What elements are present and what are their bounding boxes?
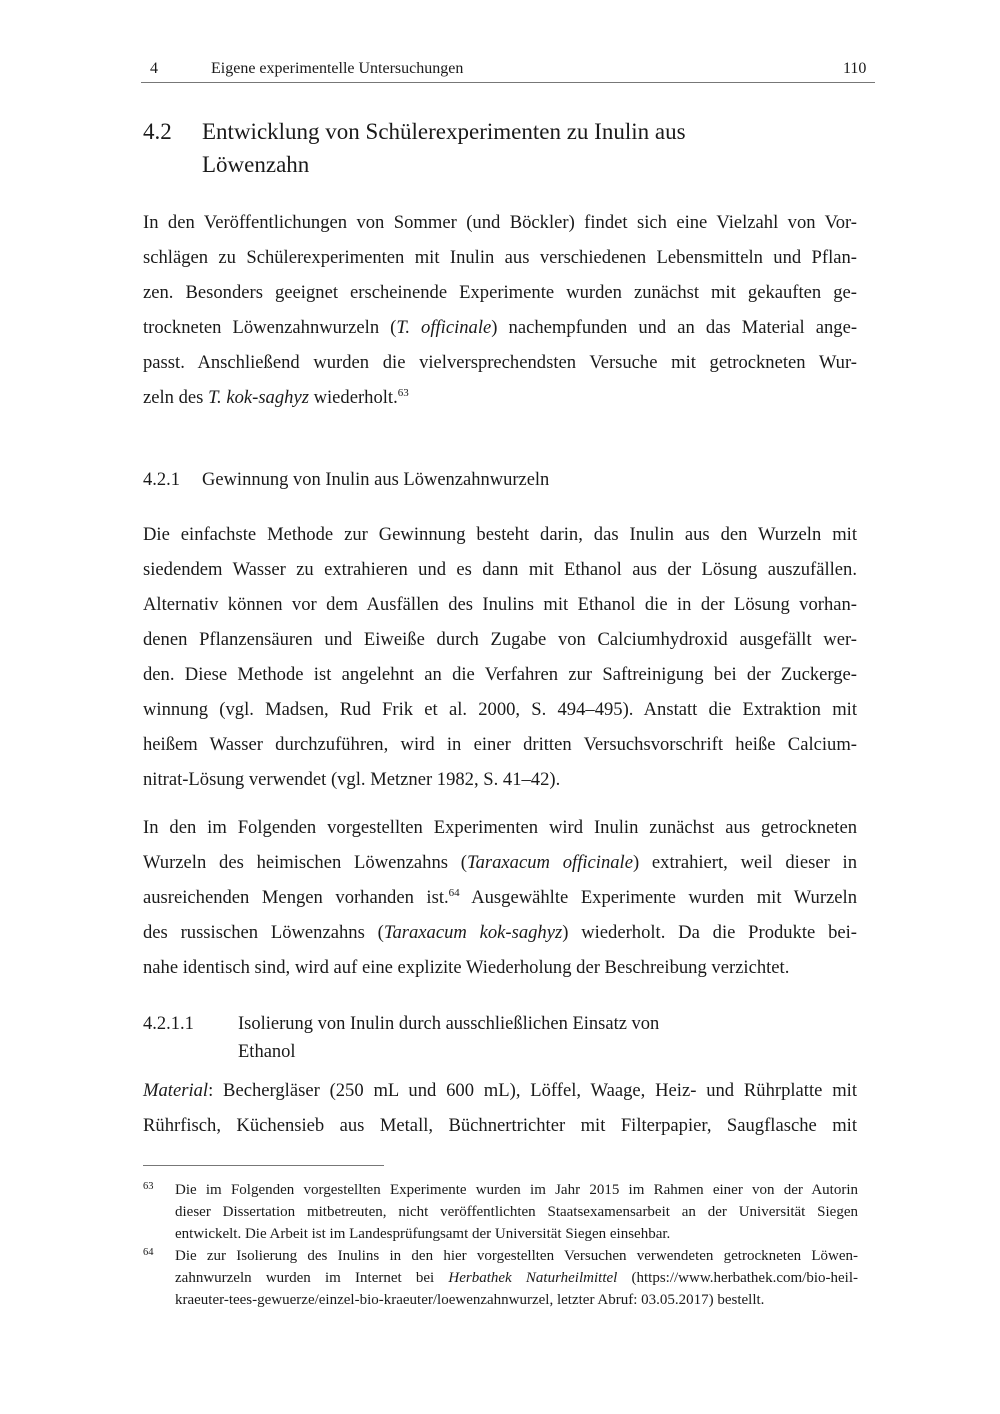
footnote-line: Die zur Isolierung des Inulins in den hier vorgestellten Versuchen verwendeten getrockneten Löwen-	[175, 1248, 858, 1264]
text-line: zeln des T. kok-saghyz wiederholt.$^{63}$	[143, 387, 409, 408]
section-number: 4.2	[143, 119, 172, 144]
header-rule	[141, 82, 875, 83]
text-line: In den Veröffentlichungen von Sommer (und Böckler) findet sich eine Vielzahl von Vor-	[143, 212, 857, 233]
footnote-number: 63	[143, 1181, 154, 1192]
species-name: T. officinale	[396, 317, 492, 338]
text-line: trockneten Löwenzahnwurzeln (T. officinale) nachempfunden und an das Material ange-	[143, 317, 858, 338]
section-title-line1: Entwicklung von Schülerexperimenten zu Inulin aus	[202, 119, 686, 144]
subsubsection-number: 4.2.1.1	[143, 1014, 194, 1034]
species-name: Taraxacum officinale	[466, 852, 633, 873]
text-line: nahe identisch sind, wird auf eine explizite Wiederholung der Beschreibung verzichtet.	[143, 957, 790, 978]
footnote-ref-63[interactable]: 63	[397, 387, 409, 399]
material-label: Material	[143, 1080, 209, 1101]
footnote-rule	[143, 1165, 384, 1166]
text-line: zen. Besonders geeignet erscheinende Experimente wurden zunächst mit gekauften ge-	[143, 282, 857, 303]
text-line: Rührfisch, Küchensieb aus Metall, Büchnertrichter mit Filterpapier, Saugflasche mit	[143, 1115, 857, 1136]
text-line: des russischen Löwenzahns (Taraxacum kok-saghyz) wiederholt. Da die Produkte bei-	[143, 922, 858, 943]
text-line: In den im Folgenden vorgestellten Experimenten wird Inulin zunächst aus getrockneten	[143, 817, 857, 838]
text-line: Alternativ können vor dem Ausfällen des Inulins mit Ethanol die in der Lösung vorhan-	[143, 594, 857, 615]
subsubsection-title-line2: Ethanol	[238, 1042, 296, 1062]
text-line: Material: Bechergläser (250 mL und 600 mL), Löffel, Waage, Heiz- und Rührplatte mit	[143, 1080, 857, 1101]
footnote-ref-64[interactable]: 64	[448, 887, 460, 899]
footnote-line: entwickelt. Die Arbeit ist im Landesprüfungsamt der Universität Siegen einsehbar.	[175, 1226, 671, 1242]
footnote-line: Die im Folgenden vorgestellten Experimente wurden im Jahr 2015 im Rahmen einer von der Autorin	[175, 1182, 858, 1198]
text-line: winnung (vgl. Madsen, Rud Frik et al. 2000, S. 494–495). Anstatt die Extraktion mit	[143, 699, 857, 720]
footnote-line: kraeuter-tees-gewuerze/einzel-bio-kraeuter/loewenzahnwurzel, letzter Abruf: 03.05.2017) bestellt.	[175, 1292, 765, 1308]
text-line: siedendem Wasser zu extrahieren und es dann mit Ethanol aus der Lösung auszufällen.	[143, 559, 857, 580]
subsection-title: Gewinnung von Inulin aus Löwenzahnwurzeln	[202, 470, 550, 490]
header-chapter-number: 4	[150, 60, 158, 77]
section-title-line2: Löwenzahn	[202, 152, 310, 177]
text-line: heißem Wasser durchzuführen, wird in einer dritten Versuchsvorschrift heiße Calcium-	[143, 734, 857, 755]
species-name: Taraxacum kok-saghyz	[383, 922, 563, 943]
species-name: T. kok-saghyz	[208, 387, 309, 408]
text-line: passt. Anschließend wurden die vielversprechendsten Versuche mit getrockneten Wur-	[143, 352, 857, 373]
text-line: nitrat-Lösung verwendet (vgl. Metzner 1982, S. 41–42).	[143, 769, 561, 790]
header-page-number: 110	[843, 60, 867, 77]
text-line: schlägen zu Schülerexperimenten mit Inulin aus verschiedenen Lebensmitteln und Pflan-	[143, 247, 857, 268]
text-line: denen Pflanzensäuren und Eiweiße durch Zugabe von Calciumhydroxid ausgefällt wer-	[143, 629, 857, 650]
footnote-line: zahnwurzeln wurden im Internet bei Herbathek Naturheilmittel (https://www.herbathek.com/bio-heil-	[175, 1270, 858, 1286]
text-line: ausreichenden Mengen vorhanden ist.$^{64}$ Ausgewählte Experimente wurden mit Wurzeln	[143, 887, 857, 908]
source-url[interactable]: (https://www.herbathek.com/bio-heil-	[617, 1270, 858, 1286]
subsection-number: 4.2.1	[143, 470, 180, 490]
text-line: den. Diese Methode ist angelehnt an die Verfahren zur Saftreinigung bei der Zuckerge-	[143, 664, 857, 685]
source-name: Herbathek Naturheilmittel	[448, 1270, 618, 1286]
header-chapter-title: Eigene experimentelle Untersuchungen	[211, 60, 464, 77]
text-line: Die einfachste Methode zur Gewinnung besteht darin, das Inulin aus den Wurzeln mit	[143, 524, 857, 545]
footnote-number: 64	[143, 1247, 154, 1258]
text-line: Wurzeln des heimischen Löwenzahns (Taraxacum officinale) extrahiert, weil dieser in	[143, 852, 857, 873]
footnote-line: dieser Dissertation mitbetreuten, nicht veröffentlichten Staatsexamensarbeit an der Universität Siegen	[175, 1204, 858, 1220]
subsubsection-title-line1: Isolierung von Inulin durch ausschließlichen Einsatz von	[238, 1014, 660, 1034]
